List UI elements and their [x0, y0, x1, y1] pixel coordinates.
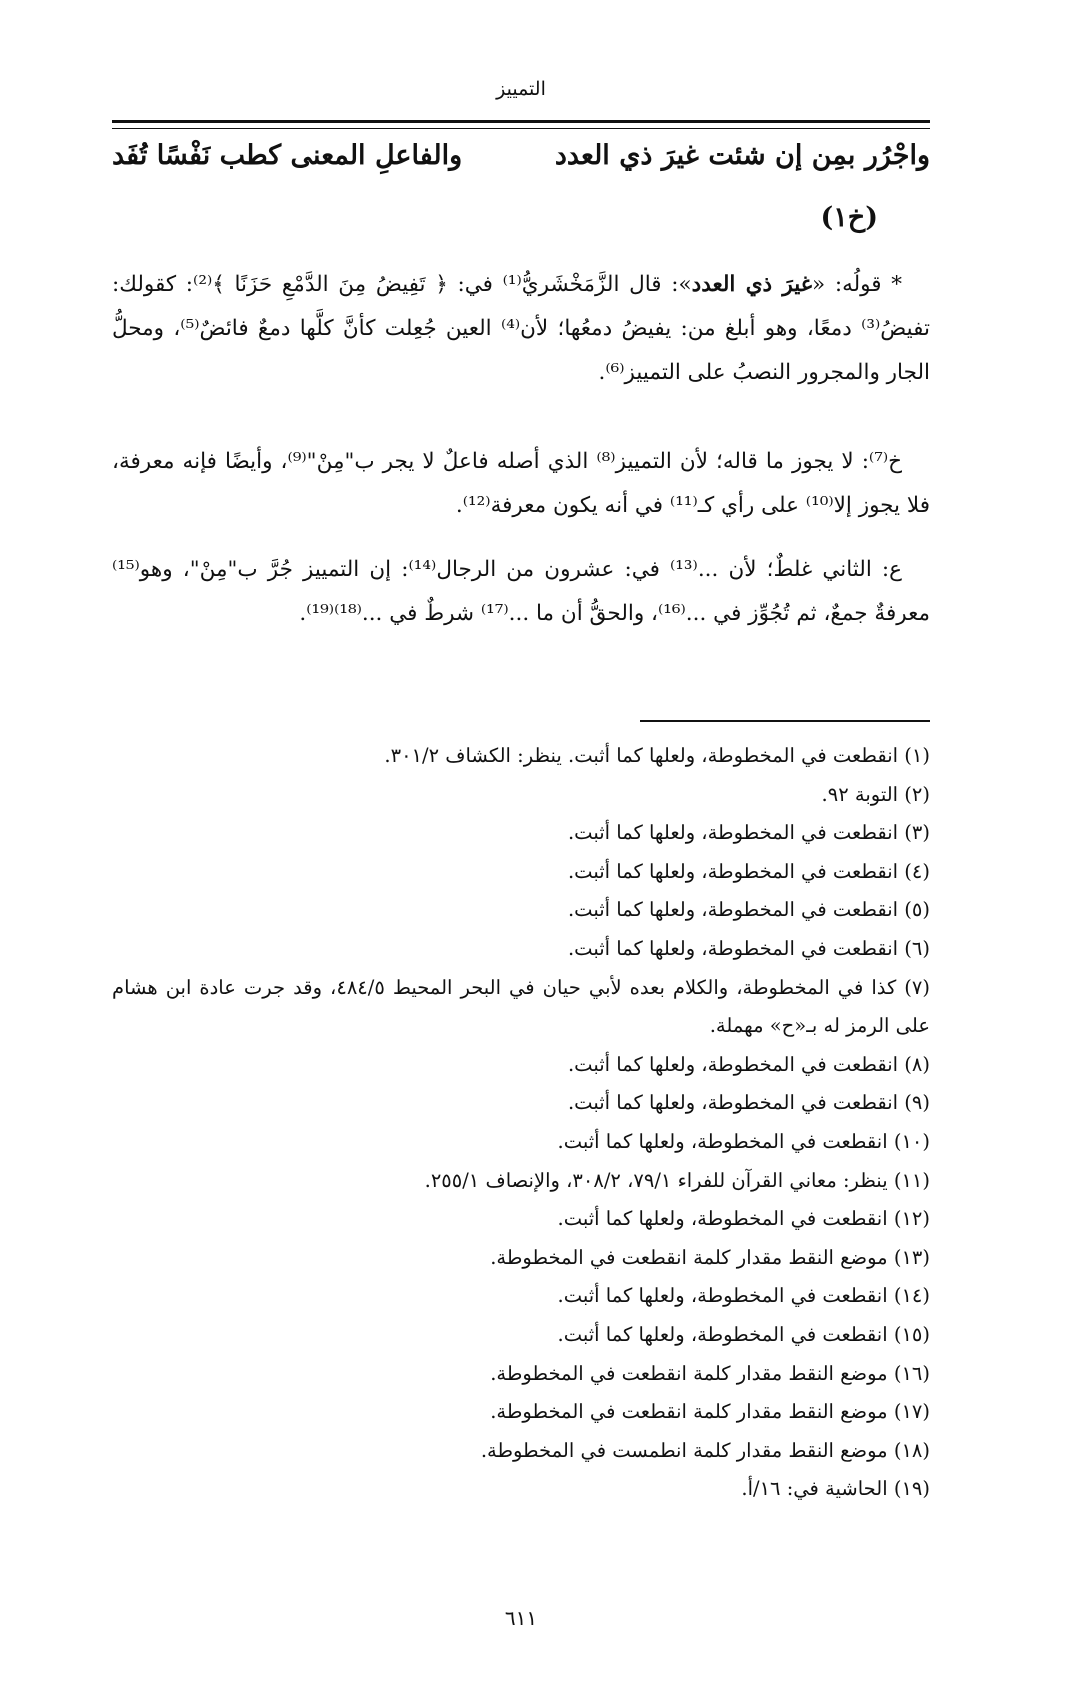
quoted-phrase: غيرَ ذي العدد: [691, 272, 813, 297]
footnote: (٤) انقطعت في المخطوطة، ولعلها كما أثبت.: [567, 859, 930, 883]
footnote: (١) انقطعت في المخطوطة، ولعلها كما أثبت. ينظر: الكشاف ٣٠١/٢.: [384, 744, 930, 767]
verse-line: [112, 140, 930, 171]
footnote: (٣) انقطعت في المخطوطة، ولعلها كما أثبت.: [567, 821, 930, 845]
footnote: (١٠) انقطعت في المخطوطة، ولعلها كما أثبت.: [557, 1129, 930, 1153]
verse-hemistich-1: واجْرُر بمِن إن شئت غيرَ ذي العدد: [554, 140, 930, 171]
footnote: (٨) انقطعت في المخطوطة، ولعلها كما أثبت.: [567, 1052, 930, 1076]
footnote: (١٩) الحاشية في: ١٦/أ.: [741, 1477, 930, 1501]
footnote: (٩) انقطعت في المخطوطة، ولعلها كما أثبت.: [567, 1091, 930, 1115]
footnote: (١٧) موضع النقط مقدار كلمة انقطعت في المخطوطة.: [490, 1400, 930, 1424]
header-rule-thick: [112, 120, 930, 123]
paragraph-text: »: قال الزَّمَخْشَريُّ⁽¹⁾ في: ﴿ تَفِيضُ مِنَ الدَّمْعِ حَزَنًا ﴾⁽²⁾: كقولك: تفيضُ⁽³⁾ دمعًا، وهو أبلغ من: يفيضُ دمعُها؛ لأن⁽⁴⁾ العين جُعِلت كأنَّ كلَّها دمعٌ فائضٌ⁽⁵⁾، ومحلُّ الجار والمجرور النصبُ على التمييز⁽⁶⁾.: [112, 272, 930, 385]
running-head: التمييز: [496, 78, 546, 100]
footnote: (٢) التوبة ٩٢.: [821, 782, 930, 806]
footnote: (١٨) موضع النقط مقدار كلمة انطمست في المخطوطة.: [480, 1438, 930, 1462]
footnotes: [112, 737, 930, 1509]
page-number: ٦١١: [504, 1606, 538, 1630]
paragraph-text: * قولُه: «: [812, 272, 902, 297]
footnote: (٧) كذا في المخطوطة، والكلام بعده لأبي حيان في البحر المحيط ٤٨٤/٥، وقد جرت عادة ابن هشام على الرمز له بـ«ح» مهملة.: [112, 975, 930, 1038]
footnote: (١٥) انقطعت في المخطوطة، ولعلها كما أثبت.: [557, 1322, 930, 1346]
verse-hemistich-2: والفاعلِ المعنى كطب نَفْسًا تُفَد: [112, 140, 463, 171]
paragraph-reply: ع: الثاني غلطٌ؛ لأن ...⁽¹³⁾ في: عشرون من الرجال⁽¹⁴⁾: إن التمييز جُرَّ ب"مِنْ"، وهو⁽¹⁵⁾ معرفةٌ جمعٌ، ثم تُجُوِّز في ...⁽¹⁶⁾، والحقُّ أن ما ...⁽¹⁷⁾ شرطٌ في ...⁽¹⁸⁾⁽¹⁹⁾.: [112, 557, 930, 626]
header-rule-thin: [112, 128, 930, 129]
paragraph-objection: خ⁽⁷⁾: لا يجوز ما قاله؛ لأن التمييز⁽⁸⁾ الذي أصله فاعلٌ لا يجر ب"مِنْ"⁽⁹⁾، وأيضًا فإنه معرفة، فلا يجوز إلا⁽¹⁰⁾ على رأي كـ⁽¹¹⁾ في أنه يكون معرفة⁽¹²⁾.: [112, 449, 930, 518]
footnote: (٥) انقطعت في المخطوطة، ولعلها كما أثبت.: [567, 898, 930, 922]
footnote: (٦) انقطعت في المخطوطة، ولعلها كما أثبت.: [567, 936, 930, 960]
footnote-separator: [640, 720, 930, 722]
footnote: (١٣) موضع النقط مقدار كلمة انقطعت في المخطوطة.: [490, 1245, 930, 1269]
paragraph-commentary: [112, 263, 930, 395]
footnote: (١٦) موضع النقط مقدار كلمة انقطعت في المخطوطة.: [490, 1361, 930, 1385]
footnote: (١١) ينظر: معاني القرآن للفراء ٧٩/١، ٣٠٨/٢، والإنصاف ٢٥٥/١.: [424, 1168, 930, 1192]
footnote: (١٤) انقطعت في المخطوطة، ولعلها كما أثبت.: [557, 1284, 930, 1308]
verse-tag: (خ١): [820, 202, 878, 233]
footnote: (١٢) انقطعت في المخطوطة، ولعلها كما أثبت.: [557, 1207, 930, 1231]
